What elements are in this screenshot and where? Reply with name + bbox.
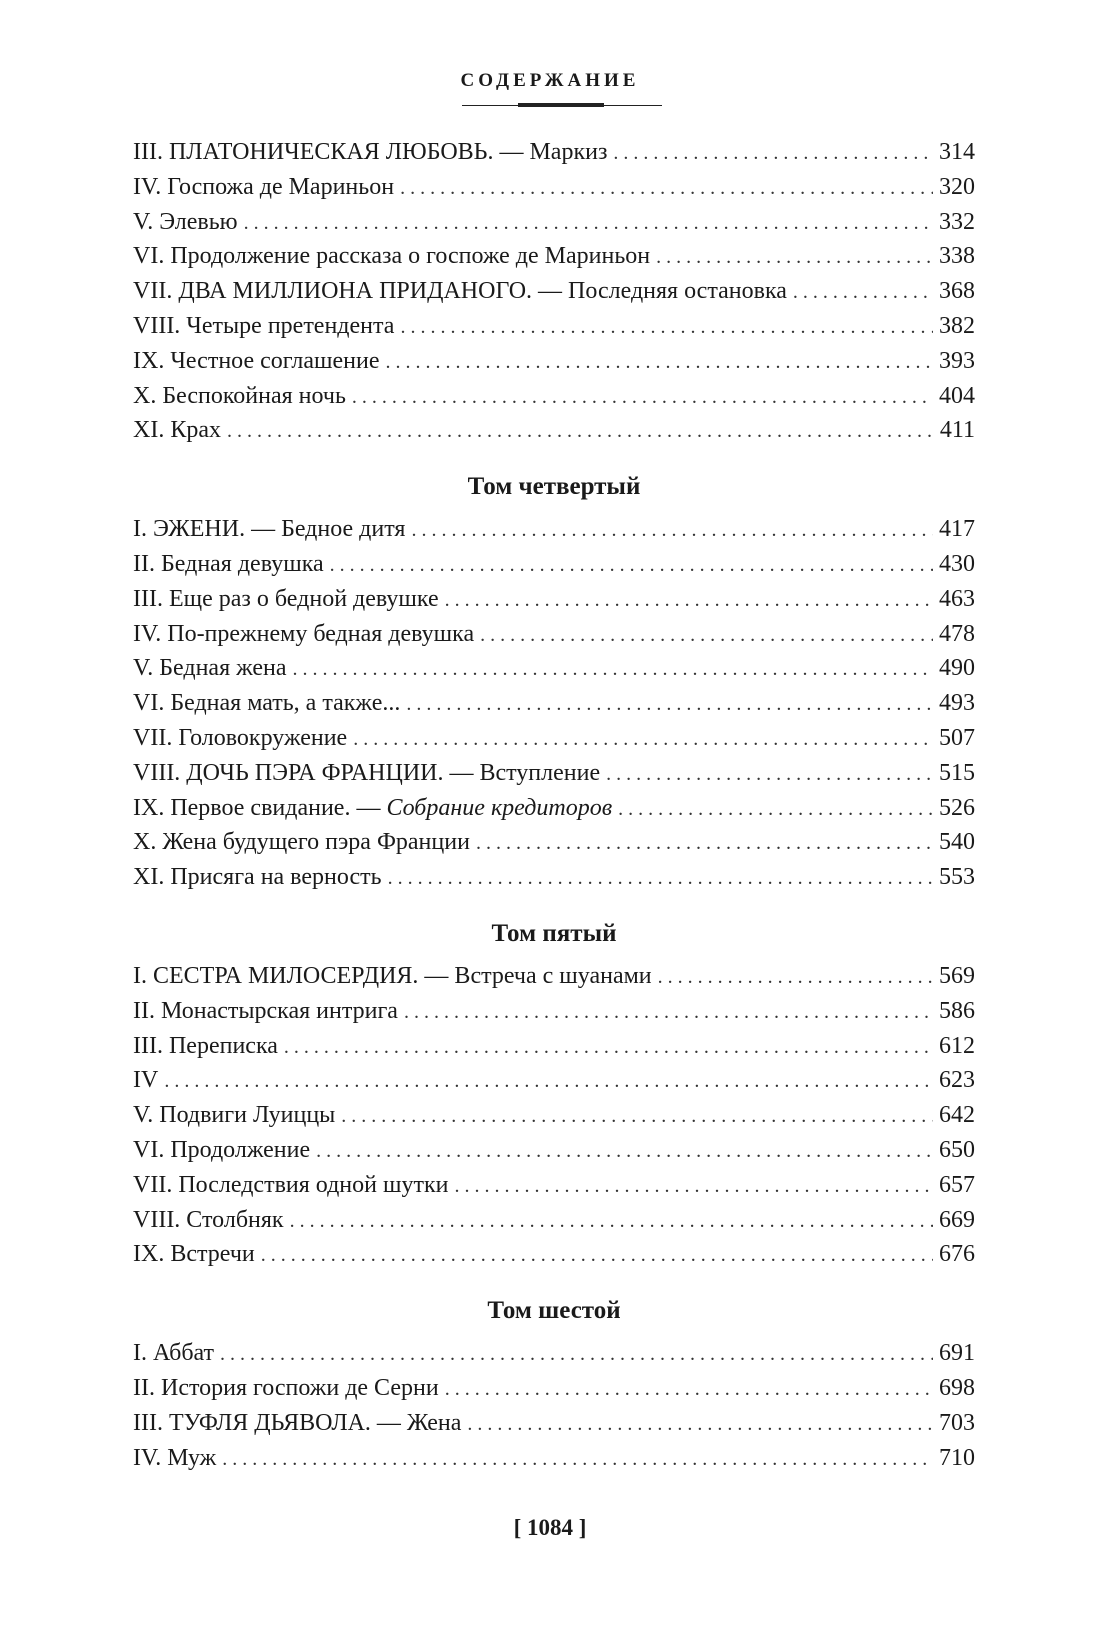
dot-leader [290, 1204, 933, 1239]
toc-entry-title: IV. По-прежнему бедная девушка [133, 620, 475, 647]
toc-entry-page: 691 [939, 1340, 975, 1367]
toc-entry [133, 239, 975, 274]
toc-entry [133, 1029, 975, 1064]
toc-entry-title: III. Еще раз о бедной девушке [133, 585, 439, 612]
toc-entry-title: VI. Продолжение рассказа о госпоже де Мариньон [133, 243, 651, 270]
toc-entry [133, 1133, 975, 1168]
toc-entry [133, 309, 975, 344]
toc-entry-title: VII. Головокружение [133, 724, 348, 751]
toc-entry [133, 1168, 975, 1203]
toc-section-continued [133, 135, 975, 448]
toc-entry-title: VIII. Столбняк [133, 1206, 284, 1233]
toc-entry [133, 617, 975, 652]
dot-leader [316, 1134, 933, 1169]
dot-leader [793, 275, 933, 310]
dot-leader [222, 1442, 933, 1477]
toc-entry [133, 1098, 975, 1133]
dot-leader [656, 240, 933, 275]
dot-leader [406, 687, 933, 722]
toc-entry-title: XI. Присяга на верность [133, 864, 382, 891]
toc-entry-title: VII. Последствия одной шутки [133, 1171, 449, 1198]
dot-leader [330, 548, 933, 583]
toc-entry [133, 274, 975, 309]
dot-leader [293, 652, 933, 687]
toc-entry-page: 657 [939, 1171, 975, 1198]
toc-entry [133, 959, 975, 994]
toc-entry-page: 490 [939, 655, 975, 682]
toc-entry [133, 170, 975, 205]
table-of-contents [133, 135, 975, 1475]
toc-entry-title: IV. Муж [133, 1444, 217, 1471]
dot-leader [404, 995, 933, 1030]
toc-entry-title: I. СЕСТРА МИЛОСЕРДИЯ. — Встреча с шуанами [133, 962, 652, 989]
dot-leader [352, 380, 933, 415]
toc-entry-title: V. Элевью [133, 208, 238, 235]
toc-entry-page: 463 [939, 585, 975, 612]
toc-entry-title: I. Аббат [133, 1340, 215, 1367]
toc-entry-page: 669 [939, 1206, 975, 1233]
toc-entry [133, 1371, 975, 1406]
dot-leader [388, 861, 933, 896]
toc-entry-title: III. Переписка [133, 1032, 278, 1059]
toc-entry-page: 623 [939, 1067, 975, 1094]
toc-entry-page: 411 [939, 417, 975, 444]
toc-entry-page: 526 [939, 794, 975, 821]
dot-leader [400, 171, 933, 206]
toc-entry-page: 430 [939, 550, 975, 577]
toc-entry-page: 338 [939, 243, 975, 270]
toc-entry [133, 379, 975, 414]
toc-entry-page: 393 [939, 347, 975, 374]
volume-heading-4: Том четвертый [467, 473, 641, 501]
toc-entry-page: 586 [939, 997, 975, 1024]
toc-entry [133, 205, 975, 240]
toc-entry-title: IX. Встречи [133, 1241, 255, 1268]
toc-entry-title: X. Беспокойная ночь [133, 382, 346, 409]
toc-entry-page: 676 [939, 1241, 975, 1268]
toc-entry-title: I. ЭЖЕНИ. — Бедное дитя [133, 516, 406, 543]
dot-leader [341, 1099, 933, 1134]
dot-leader [244, 206, 933, 241]
toc-entry [133, 1406, 975, 1441]
toc-section-volume-6 [133, 1336, 975, 1475]
toc-entry [133, 512, 975, 547]
dot-leader [284, 1030, 933, 1065]
dot-leader [658, 960, 933, 995]
toc-entry [133, 413, 975, 448]
toc-entry-title: III. ПЛАТОНИЧЕСКАЯ ЛЮБОВЬ. — Маркиз [133, 139, 608, 165]
dot-leader [385, 345, 933, 380]
toc-entry-page: 650 [939, 1136, 975, 1163]
volume-heading-5: Том пятый [491, 919, 617, 947]
toc-entry-title: IX. Честное соглашение [133, 347, 380, 374]
toc-entry-page: 417 [939, 516, 975, 543]
dot-leader [467, 1407, 933, 1442]
toc-entry-page: 368 [939, 278, 975, 305]
header-rule-accent [518, 103, 604, 107]
toc-entry [133, 686, 975, 721]
toc-entry [133, 721, 975, 756]
toc-entry-title: II. Монастырская интрига [133, 997, 398, 1024]
toc-entry-title: VIII. ДОЧЬ ПЭРА ФРАНЦИИ. — Вступление [133, 759, 601, 786]
dot-leader [227, 414, 934, 449]
toc-entry-title-italic: Собрание кредиторов [386, 794, 613, 821]
page-number: [ 1084 ] [513, 1515, 587, 1540]
toc-entry-page: 320 [939, 173, 975, 200]
toc-entry-title: XI. Крах [133, 417, 221, 444]
toc-entry-title: VI. Бедная мать, а также... [133, 690, 401, 717]
toc-entry-page: 642 [939, 1102, 975, 1129]
toc-entry [133, 651, 975, 686]
toc-entry [133, 1441, 975, 1476]
dot-leader [618, 792, 933, 827]
dot-leader [480, 618, 933, 653]
toc-entry [133, 1336, 975, 1371]
toc-entry-page: 382 [939, 312, 975, 339]
dot-leader [411, 513, 933, 548]
dot-leader [445, 1372, 933, 1407]
toc-entry-page: 569 [939, 962, 975, 989]
toc-entry [133, 344, 975, 379]
toc-entry-title: V. Бедная жена [133, 655, 287, 682]
toc-entry [133, 547, 975, 582]
toc-entry-page: 698 [939, 1374, 975, 1401]
toc-entry-title: II. Бедная девушка [133, 550, 324, 577]
toc-entry-page: 612 [939, 1032, 975, 1059]
toc-entry-page: 332 [939, 208, 975, 235]
dot-leader [613, 136, 933, 171]
toc-entry-page: 493 [939, 690, 975, 717]
toc-section-volume-5 [133, 959, 975, 1272]
toc-entry-title: V. Подвиги Луиццы [133, 1102, 336, 1129]
toc-entry-title: VIII. Четыре претендента [133, 312, 395, 339]
running-head: СОДЕРЖАНИЕ [460, 70, 640, 91]
toc-entry-page: 314 [939, 139, 975, 165]
dot-leader [353, 722, 933, 757]
toc-entry-page: 507 [939, 724, 975, 751]
toc-entry-page: 404 [939, 382, 975, 409]
toc-entry-title: VI. Продолжение [133, 1136, 311, 1163]
dot-leader [220, 1337, 933, 1372]
toc-entry-page: 540 [939, 829, 975, 856]
toc-entry-title: VII. ДВА МИЛЛИОНА ПРИДАНОГО. — Последняя остановка [133, 278, 787, 305]
toc-entry-title: IV [133, 1067, 159, 1094]
dot-leader [400, 310, 933, 345]
toc-entry [133, 994, 975, 1029]
toc-section-volume-4 [133, 512, 975, 895]
toc-entry-title: II. История госпожи де Серни [133, 1374, 439, 1401]
dot-leader [476, 826, 933, 861]
volume-heading-6: Том шестой [487, 1297, 621, 1325]
dot-leader [606, 757, 933, 792]
dot-leader [164, 1064, 933, 1099]
toc-entry [133, 1203, 975, 1238]
toc-entry-title: IX. Первое свидание. — Собрание кредиторов [133, 794, 613, 821]
toc-entry-page: 703 [939, 1409, 975, 1436]
toc-entry [133, 860, 975, 895]
toc-entry-page: 710 [939, 1444, 975, 1471]
toc-entry-page: 553 [939, 864, 975, 891]
dot-leader [445, 583, 933, 618]
toc-entry-title: III. ТУФЛЯ ДЬЯВОЛА. — Жена [133, 1409, 462, 1436]
toc-entry-title: X. Жена будущего пэра Франции [133, 829, 470, 856]
toc-entry [133, 825, 975, 860]
toc-entry [133, 582, 975, 617]
toc-entry [133, 1237, 975, 1272]
toc-entry [133, 791, 975, 826]
dot-leader [261, 1238, 933, 1273]
toc-entry [133, 135, 975, 170]
dot-leader [454, 1169, 933, 1204]
toc-entry-page: 478 [939, 620, 975, 647]
toc-entry [133, 1063, 975, 1098]
toc-entry-title: IV. Госпожа де Мариньон [133, 173, 395, 200]
toc-entry [133, 756, 975, 791]
toc-entry-page: 515 [939, 759, 975, 786]
